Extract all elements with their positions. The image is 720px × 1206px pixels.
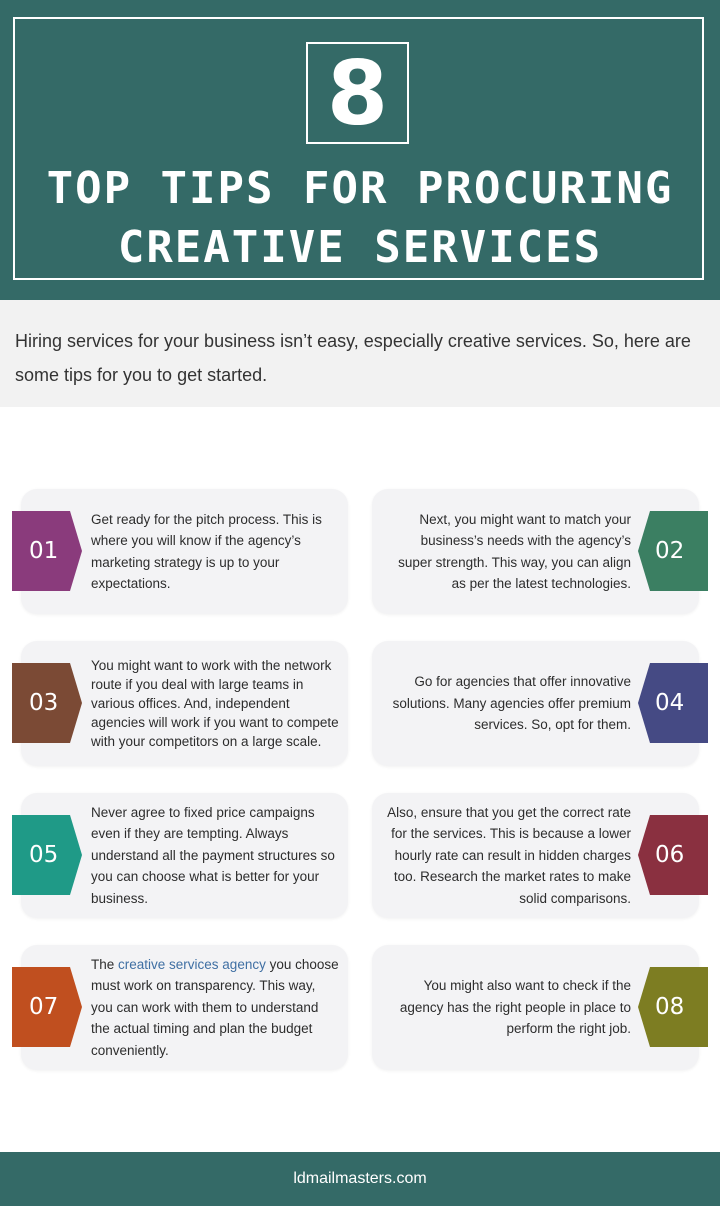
tip-badge-08 [638,967,708,1047]
tip-number: 08 [655,994,685,1020]
tip-number: 02 [655,538,685,564]
intro-section [0,300,720,407]
tip-number: 07 [29,994,59,1020]
page-title-line-2: CREATIVE SERVICES [117,222,603,273]
tip-number: 03 [29,690,59,716]
tip-text [91,954,339,1062]
tip-number: 04 [655,690,685,716]
tip-badge-07 [12,967,82,1047]
tip-text: Never agree to fixed price campaigns even if they are tempting. Always understand all the payment structures so you can choose what is better for your business. [91,804,335,906]
header-number: 8 [306,42,409,144]
creative-services-agency-link[interactable]: creative services agency [118,956,266,972]
tip-badge-01 [12,511,82,591]
tip-number: 06 [655,842,685,868]
tip-number: 01 [29,538,59,564]
footer-website-link[interactable]: ldmailmasters.com [293,1170,427,1187]
page-title-line-1: TOP TIPS FOR PROCURING [46,163,674,214]
tip-badge-06 [638,815,708,895]
footer [0,1152,720,1206]
tip-badge-05 [12,815,82,895]
tip-text: You might want to work with the network route if you deal with large teams in various offices. And, independent agencies will work if you want to compete with your competitors on a large scale. [91,658,339,749]
tip-badge-03 [12,663,82,743]
tip-badge-02 [638,511,708,591]
tip-text: Go for agencies that offer innovative solutions. Many agencies offer premium services. So, opt for them. [392,674,631,733]
tip-number: 05 [29,842,59,868]
tip-text: Next, you might want to match your business’s needs with the agency’s super strength. This way, you can align as per the latest technologies. [398,511,631,591]
tip-text: You might also want to check if the agency has the right people in place to perform the right job. [399,978,631,1037]
tip-text: Get ready for the pitch process. This is where you will know if the agency’s marketing strategy is up to your expectations. [91,511,322,591]
tip-text-before: The [91,956,119,972]
intro-text: Hiring services for your business isn’t easy, especially creative services. So, here are some tips for you to get started. [15,331,691,385]
header-banner [0,0,720,300]
tip-badge-04 [638,663,708,743]
tip-text-after: you choose must work on transparency. This way, you can work with them to understand the actual timing and plan the budget conveniently. [91,956,339,1058]
tip-text: Also, ensure that you get the correct rate for the services. This is because a lower hourly rate can result in hidden charges too. Research the market rates to make solid comparisons. [387,804,631,906]
